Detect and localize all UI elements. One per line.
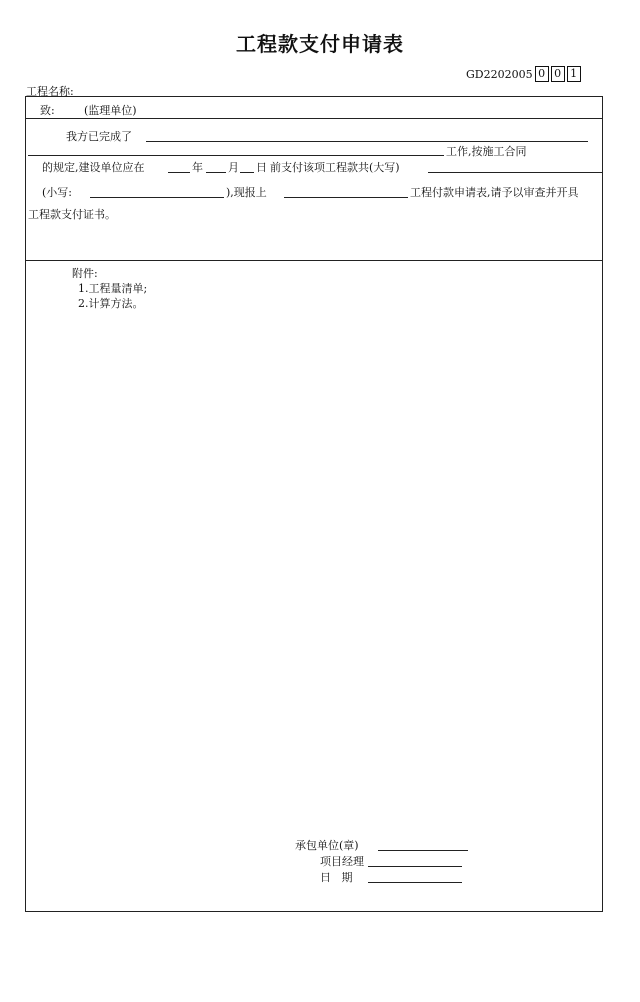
contractor-label: 承包单位(章): [295, 839, 359, 852]
form-code-digit-box: 0: [535, 66, 549, 82]
day-blank[interactable]: [240, 172, 254, 173]
form-code-digit-box: 0: [551, 66, 565, 82]
supervisor-unit-label: (监理单位): [84, 104, 137, 117]
body-text: 工程付款申请表,请予以审查并开具: [410, 186, 579, 199]
month-label: 月: [228, 161, 239, 174]
form-frame: [25, 96, 603, 912]
completed-work-blank[interactable]: [146, 141, 588, 142]
contractor-blank[interactable]: [378, 850, 468, 851]
body-text: ),现报上: [226, 186, 267, 199]
form-code: [466, 66, 581, 82]
amount-capital-blank[interactable]: [428, 172, 602, 173]
form-code-prefix: GD2202005: [466, 67, 533, 81]
to-label: 致:: [40, 104, 55, 117]
year-label: 年: [192, 161, 203, 174]
date-label: 日 期: [320, 871, 353, 884]
attachment-item: 2.计算方法。: [78, 297, 144, 310]
project-name-label: 工程名称:: [26, 85, 74, 98]
form-code-digit-box: 1: [567, 66, 581, 82]
manager-label: 项目经理: [320, 855, 364, 868]
body-text: 工作,按施工合同: [446, 145, 527, 158]
manager-blank[interactable]: [368, 866, 462, 867]
attachments-label: 附件:: [72, 267, 98, 280]
body-text: 前支付该项工程款共(大写): [270, 161, 400, 174]
day-label: 日: [256, 161, 267, 174]
row-divider: [26, 260, 602, 261]
body-text: 工程款支付证书。: [28, 208, 116, 221]
body-text: 我方已完成了: [66, 130, 132, 143]
date-blank[interactable]: [368, 882, 462, 883]
body-text: 的规定,建设单位应在: [42, 161, 145, 174]
work-description-blank[interactable]: [28, 155, 444, 156]
amount-figure-blank[interactable]: [90, 197, 224, 198]
attachment-item: 1.工程量清单;: [78, 282, 148, 295]
row-divider: [26, 118, 602, 119]
payment-request-blank[interactable]: [284, 197, 408, 198]
body-text: (小写:: [42, 186, 72, 199]
year-blank[interactable]: [168, 172, 190, 173]
page-title: 工程款支付申请表: [236, 32, 404, 56]
month-blank[interactable]: [206, 172, 226, 173]
